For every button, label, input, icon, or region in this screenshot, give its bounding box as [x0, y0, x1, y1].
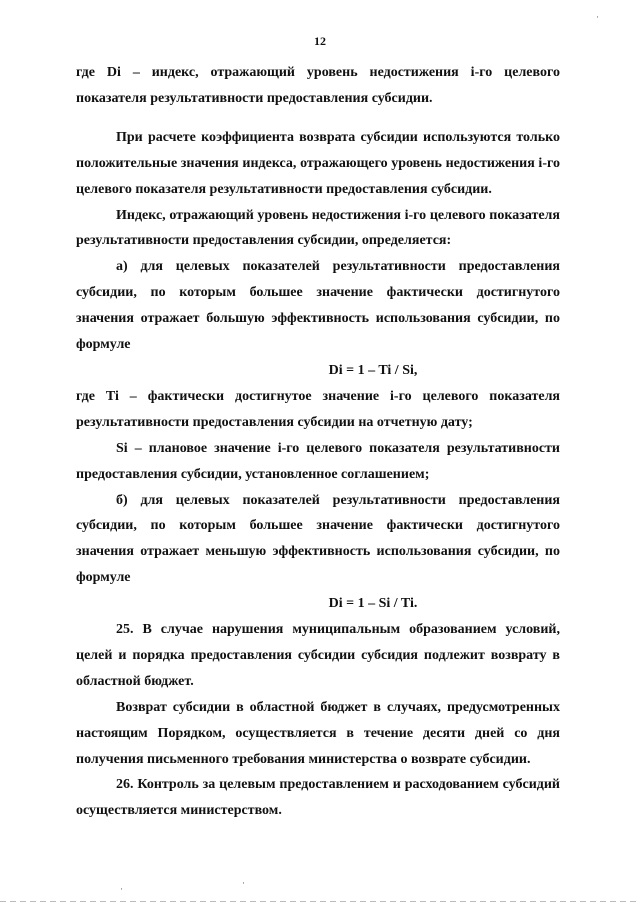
- paragraph-section-25: 25. В случае нарушения муниципальным образованием условий, целей и порядка предоставления субсидии субсидия подлежит возврату в областной бюджет.: [76, 622, 560, 689]
- scan-edge-line: [0, 901, 640, 902]
- paragraph-section-26: 26. Контроль за целевым предоставлением и расходованием субсидий осуществляется министерством.: [76, 777, 560, 819]
- page-number: 12: [314, 34, 326, 48]
- paragraph-case-b: б) для целевых показателей результативности предоставления субсидии, по которым большее значение фактически достигнутого значения отражает меньшую эффективность использования субсидии, по формуле: [76, 492, 560, 586]
- paragraph-positive-values: При расчете коэффициента возврата субсидии используются только положительные значения индекса, отражающего уровень недостижения i-го целевого показателя результативности предоставления субсидии.: [76, 129, 560, 197]
- paragraph-return-procedure: Возврат субсидии в областной бюджет в случаях, предусмотренных настоящим Порядком, осуществляется в течение десяти дней со дня получения письменного требования министерства о возврате субсидии.: [76, 699, 560, 767]
- scan-speck: ·: [242, 878, 245, 888]
- paragraph-si-definition: Si – плановое значение i-го целевого показателя результативности предоставления субсидии, установленное соглашением;: [76, 440, 560, 482]
- scan-speck: ·: [596, 12, 599, 22]
- paragraph-di-definition: где Di – индекс, отражающий уровень недостижения i-го целевого показателя результативности предоставления субсидии.: [76, 65, 560, 106]
- formula-a: Di = 1 – Ti / Si,: [328, 362, 418, 378]
- formula-b: Di = 1 – Si / Ti.: [328, 596, 418, 612]
- paragraph-ti-definition: где Ti – фактически достигнутое значение i-го целевого показателя результативности предоставления субсидии на отчетную дату;: [76, 388, 560, 430]
- paragraph-index-definition: Индекс, отражающий уровень недостижения i-го целевого показателя результативности предоставления субсидии, определяется:: [76, 207, 560, 249]
- scan-speck: ·: [120, 884, 123, 894]
- paragraph-case-a: а) для целевых показателей результативности предоставления субсидии, по которым большее значение фактически достигнутого значения отражает большую эффективность использования субсидии, по формуле: [76, 259, 560, 353]
- document-body: [76, 60, 560, 824]
